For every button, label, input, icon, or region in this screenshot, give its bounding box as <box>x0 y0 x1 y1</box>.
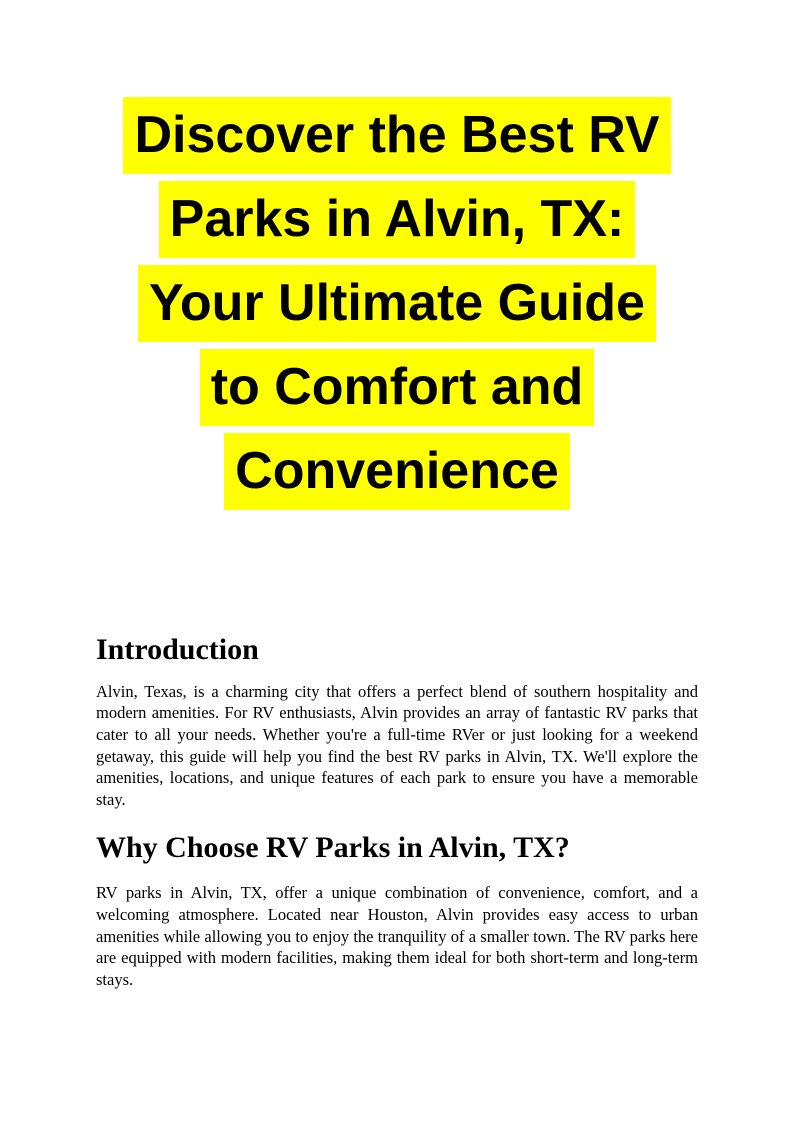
title-line-2: Parks in Alvin, TX: <box>159 181 636 258</box>
title-line-3: Your Ultimate Guide <box>138 265 656 342</box>
why-choose-heading: Why Choose RV Parks in Alvin, TX? <box>96 830 570 864</box>
section-why-choose <box>96 831 698 991</box>
document-body <box>96 633 698 991</box>
introduction-paragraph: Alvin, Texas, is a charming city that offers a perfect blend of southern hospitality and modern amenities. For RV enthusiasts, Alvin provides an array of fantastic RV parks that cater to all your needs. Whether you're a full-time RVer or just looking for a weekend getaway, this guide will help you find the best RV parks in Alvin, TX. We'll explore the amenities, locations, and unique features of each park to ensure you have a memorable stay. <box>96 681 698 810</box>
section-introduction <box>96 633 698 811</box>
why-choose-paragraph: RV parks in Alvin, TX, offer a unique combination of convenience, comfort, and a welcoming atmosphere. Located near Houston, Alvin provides easy access to urban amenities while allowing you to enjoy the tranquility of a smaller town. The RV parks here are equipped with modern facilities, making them ideal for both short-term and long-term stays. <box>96 883 698 990</box>
title-line-1: Discover the Best RV <box>123 97 670 174</box>
introduction-heading: Introduction <box>96 633 259 666</box>
document-title <box>0 0 794 510</box>
title-line-4: to Comfort and <box>200 349 595 426</box>
title-line-5: Convenience <box>224 433 570 510</box>
